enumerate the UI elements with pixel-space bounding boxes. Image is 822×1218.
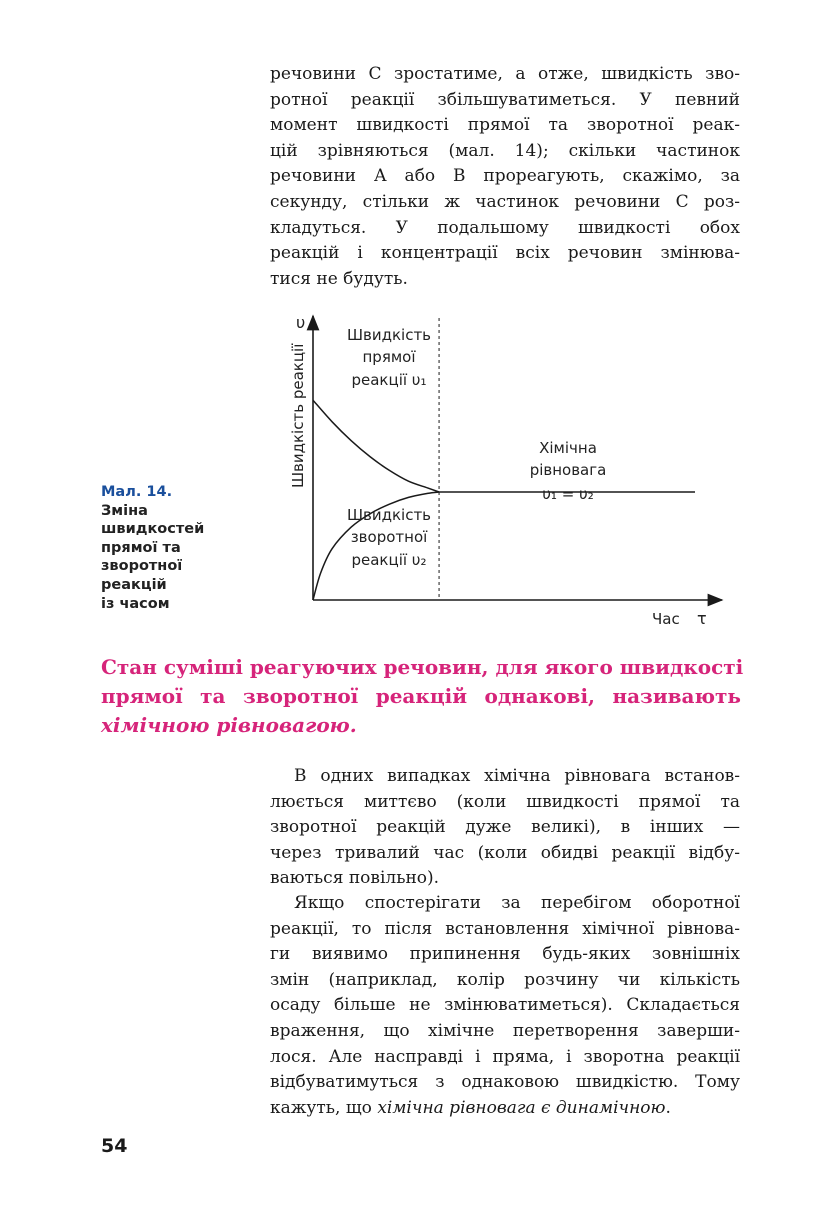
forward-rate-curve <box>313 400 439 492</box>
paragraph2-line-3: зворотної реакцій дуже великі), в інших — <box>270 817 740 838</box>
intro_paragraph-line-2: ротної реакції збільшуватиметься. У певний <box>270 89 740 110</box>
paragraph-3 <box>270 891 740 1121</box>
intro_paragraph-line-5: речовини А або В прореагують, скажімо, за <box>270 166 740 187</box>
paragraph3-line-2: реакції, то після встановлення хімічної рівнова- <box>270 918 740 939</box>
equilibrium-annotation-line-1: Хімічна <box>539 439 597 457</box>
paragraph3-line-4: змін (наприклад, колір розчину чи кількість <box>270 969 740 990</box>
definition-line-2: прямої та зворотної реакцій однакові, називають <box>101 684 741 708</box>
x-axis-symbol: τ <box>697 609 707 628</box>
equilibrium-annotation-line-2: рівновага <box>529 461 607 479</box>
figure-caption-line-2: швидкостей <box>101 521 205 538</box>
paragraph2-line-2: люється миттєво (коли швидкості прямої та <box>270 791 740 812</box>
definition-line-1: Стан суміші реагуючих речовин, для якого швидкості <box>101 655 744 679</box>
paragraph3-line-8: відбуватимуться з однаковою швидкістю. Тому <box>270 1072 740 1093</box>
intro_paragraph-line-9: тися не будуть. <box>270 268 408 289</box>
intro_paragraph-line-6: секунду, стільки ж частинок речовини С роз- <box>270 191 740 212</box>
definition-term: хімічною рівновагою. <box>101 713 357 737</box>
page-number: 54 <box>101 1135 128 1157</box>
forward-annotation <box>347 326 431 389</box>
paragraph-3-last-prefix: кажуть, що <box>270 1097 378 1118</box>
paragraph3-line-6: враження, що хімічне перетворення заверши- <box>270 1020 740 1041</box>
paragraph3-line-1: Якщо спостерігати за перебігом оборотної <box>294 893 740 913</box>
figure-caption-line-3: прямої та <box>101 539 181 556</box>
y-axis-label: Швидкість реакції <box>289 343 307 488</box>
intro_paragraph-line-8: реакцій і концентрації всіх речовин змінюва- <box>270 243 740 264</box>
reverse-annotation-line-3: реакції υ₂ <box>351 551 427 569</box>
paragraph2-line-5: ваються повільно). <box>270 868 440 889</box>
paragraph2-line-4: через тривалий час (коли обидві реакції відбу- <box>270 842 740 863</box>
x-axis-label: Час <box>652 610 680 628</box>
figure-caption-line-4: зворотної <box>101 558 183 575</box>
figure-caption-line-5: реакцій <box>101 576 167 593</box>
dynamic-equilibrium-emphasis: хімічна рівновага є динамічною <box>377 1097 666 1118</box>
definition-block <box>101 653 744 740</box>
y-axis-symbol: υ <box>296 313 306 332</box>
intro_paragraph-line-1: речовини С зростатиме, а отже, швидкість зво- <box>270 64 740 84</box>
paragraph-3-last-line <box>270 1096 740 1122</box>
paragraph-3-last-suffix: . <box>665 1097 671 1118</box>
paragraph3-line-3: ги виявимо припинення будь-яких зовнішніх <box>270 944 740 965</box>
intro_paragraph-line-4: цій зрівняються (мал. 14); скільки частинок <box>270 140 740 161</box>
equilibrium-annotation-line-3: υ₁ = υ₂ <box>542 485 594 503</box>
reverse-annotation-line-1: Швидкість <box>346 506 432 524</box>
intro_paragraph-line-7: кладуться. У подальшому швидкості обох <box>270 217 740 238</box>
paragraph3-line-5: осаду більше не змінюватиметься). Складається <box>270 995 740 1016</box>
figure-caption-title: Мал. 14. <box>101 484 173 500</box>
figure-caption-line-6: із часом <box>101 595 170 612</box>
reverse-annotation-line-2: зворотної <box>350 528 428 546</box>
reverse-annotation <box>347 506 431 569</box>
equilibrium-annotation <box>530 439 607 503</box>
paragraph3-line-7: лося. Але насправді і пряма, і зворотна реакції <box>270 1046 740 1067</box>
forward-annotation-line-3: реакції υ₁ <box>351 371 427 389</box>
forward-annotation-line-1: Швидкість <box>346 326 432 344</box>
figure-caption-line-1: Зміна <box>101 502 148 519</box>
paragraph2-line-1: В одних випадках хімічна рівновага встанов- <box>294 766 740 786</box>
intro_paragraph-line-3: момент швидкості прямої та зворотної реак- <box>270 115 740 136</box>
paragraph-2 <box>270 764 740 892</box>
forward-annotation-line-2: прямої <box>362 348 416 366</box>
